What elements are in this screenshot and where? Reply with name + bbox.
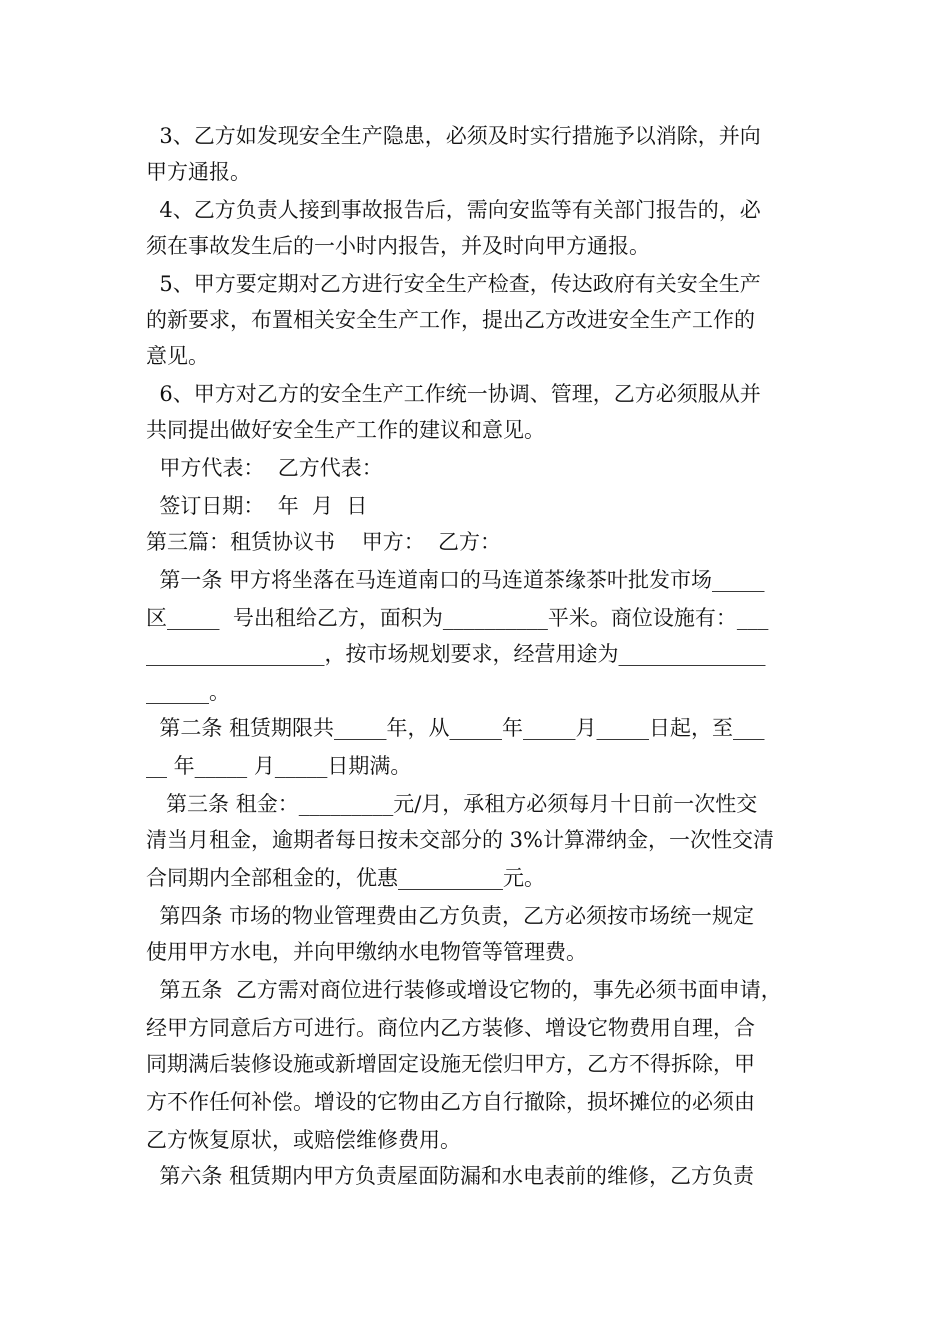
text-line: _________________，按市场规划要求，经营用途为______________ xyxy=(146,642,766,666)
text-line: 须在事故发生后的一小时内报告，并及时向甲方通报。 xyxy=(146,234,650,258)
text-line: 第一条 甲方将坐落在马连道南口的马连道茶缘茶叶批发市场_____ xyxy=(146,568,765,592)
text-line: ______。 xyxy=(146,680,230,704)
text-line: 第六条 租赁期内甲方负责屋面防漏和水电表前的维修，乙方负责 xyxy=(146,1164,755,1188)
text-line: 合同期内全部租金的，优惠__________元。 xyxy=(146,866,545,890)
text-line: 意见。 xyxy=(146,344,209,368)
text-line: 共同提出做好安全生产工作的建议和意见。 xyxy=(146,418,545,442)
text-line: 甲方通报。 xyxy=(146,160,251,184)
text-line: 5、甲方要定期对乙方进行安全生产检查，传达政府有关安全生产 xyxy=(146,272,761,296)
section-heading: 第三篇：租赁协议书 甲方： 乙方： xyxy=(146,530,502,554)
text-line: 第二条 租赁期限共_____年，从_____年_____月_____日起，至___ xyxy=(146,716,765,740)
text-line: 区_____ 号出租给乙方，面积为__________平米。商位设施有：___ xyxy=(146,606,769,630)
text-line: 第三条 租金：_________元/月，承租方必须每月十日前一次性交 xyxy=(146,792,758,816)
text-line: 使用甲方水电，并向甲缴纳水电物管等管理费。 xyxy=(146,940,587,964)
text-line: 4、乙方负责人接到事故报告后，需向安监等有关部门报告的，必 xyxy=(146,198,761,222)
text-line: 第五条 乙方需对商位进行装修或增设它物的，事先必须书面申请， xyxy=(146,978,782,1002)
text-line: 6、甲方对乙方的安全生产工作统一协调、管理，乙方必须服从并 xyxy=(146,382,761,406)
text-line: 方不作任何补偿。增设的它物由乙方自行撤除，损坏摊位的必须由 xyxy=(146,1090,755,1114)
text-line: 经甲方同意后方可进行。商位内乙方装修、增设它物费用自理，合 xyxy=(146,1016,755,1040)
text-line: 清当月租金，逾期者每日按未交部分的 3%计算滞纳金，一次性交清 xyxy=(146,828,774,852)
text-line: 签订日期： 年 月 日 xyxy=(146,494,368,518)
text-line: 同期满后装修设施或新增固定设施无偿归甲方，乙方不得拆除，甲 xyxy=(146,1052,755,1076)
text-line: __ 年_____ 月_____日期满。 xyxy=(146,754,412,778)
text-line: 甲方代表： 乙方代表： xyxy=(146,456,383,480)
text-line: 的新要求，布置相关安全生产工作，提出乙方改进安全生产工作的 xyxy=(146,308,755,332)
text-line: 乙方恢复原状，或赔偿维修费用。 xyxy=(146,1128,461,1152)
text-line: 第四条 市场的物业管理费由乙方负责，乙方必须按市场统一规定 xyxy=(146,904,755,928)
text-line: 3、乙方如发现安全生产隐患，必须及时实行措施予以消除，并向 xyxy=(146,124,761,148)
